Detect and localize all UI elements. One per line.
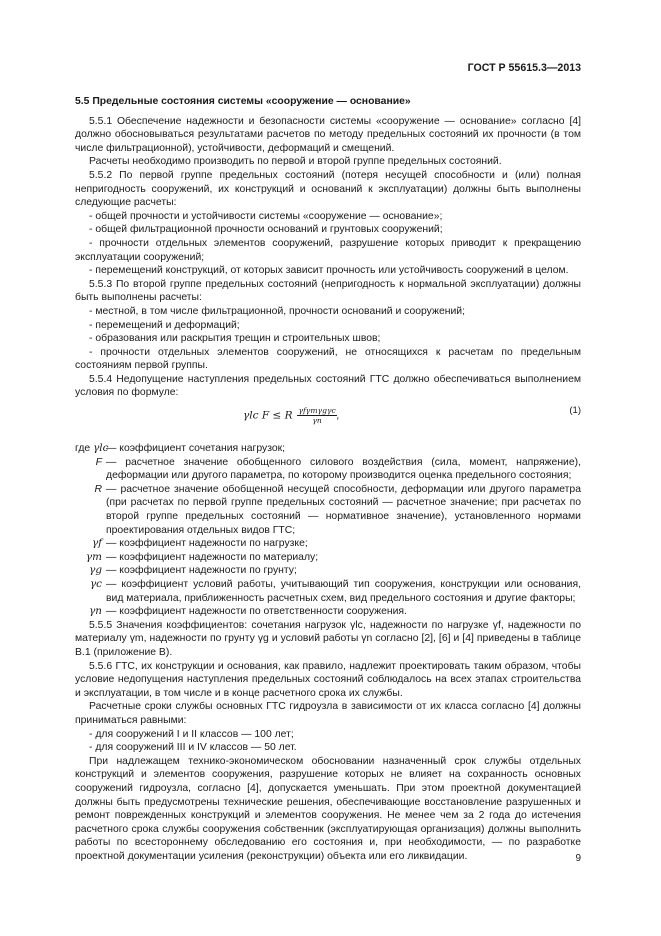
list-item: - прочности отдельных элементов сооружений, не относящихся к расчетам по предельным состояниям первой группы.: [75, 346, 581, 372]
definition-symbol: γm: [85, 550, 102, 563]
definition-symbol: γlc: [93, 442, 109, 455]
formula-fraction: [297, 406, 336, 425]
list-item: - местной, в том числе фильтрационной, прочности оснований и сооружений;: [89, 305, 465, 317]
definition-item: [75, 456, 581, 483]
definition-text: — коэффициент надежности по грунту;: [106, 565, 297, 577]
formula-number: (1): [569, 405, 581, 417]
definition-item: [75, 551, 581, 565]
standard-header: ГОСТ Р 55615.3—2013: [467, 62, 581, 74]
definition-symbol: γf: [91, 537, 102, 550]
paragraph-5-5-3: 5.5.3 По второй группе предельных состояний (непригодность к нормальной эксплуатации) должны быть выполнены расчеты:: [75, 278, 581, 304]
page-number: 9: [575, 853, 581, 864]
definition-text: — коэффициент условий работы, учитывающий тип сооружения, конструкции или основания, вид материала, приближенность расчетных схем, вид предельного состояния и другие факторы;: [106, 579, 581, 604]
paragraph-5-5-6-c: При надлежащем технико-экономическом обосновании назначенный срок службы отдельных конструкций и элементов сооружения, разрушение которых не влияет на сохранность основных сооружений гидроузла, согласно [4], допускается уменьшать. При этом проектной документацией должны быть предусмотрены технические решения, обеспечивающие восстановление разрушенных и ремонт поврежденных конструкций и элементов сооружения. Не менее чем за 2 года до истечения расчетного срока службы сооружения собственник (эксплуатирующая организация) должны выполнить работы по всестороннему обследованию его состояния и, при необходимости, — по разработке проектной документации усиления (реконструкции) объекта или его ликвидации.: [75, 755, 581, 862]
definition-symbol: γg: [89, 564, 102, 577]
definition-text: — коэффициент надежности по нагрузке;: [106, 538, 308, 550]
where-label: [75, 442, 108, 456]
paragraph-5-5-5: 5.5.5 Значения коэффициентов: сочетания нагрузок γlc, надежности по нагрузке γf, надежности по материалу γm, надежности по грунту γg и условий работы γn согласно [2], [6] и [4] приведены в таблице В.1 (приложение В).: [75, 619, 581, 658]
list-item: - перемещений и деформаций;: [89, 319, 240, 331]
list-item: - для сооружений I и II классов — 100 лет;: [89, 728, 294, 740]
formula-denominator: γn: [312, 416, 322, 426]
definition-symbol: γn: [89, 605, 102, 618]
definition-text: — коэффициент надежности по материалу;: [106, 551, 319, 563]
section-title: 5.5 Предельные состояния системы «сооружение — основание»: [75, 96, 411, 107]
list-item: - для сооружений III и IV классов — 50 лет.: [89, 742, 297, 754]
definition-text: — расчетное значение обобщенной несущей способности, деформации или другого параметра (при расчетах по первой группе предельных состояний — расчетное значение; при расчетах по второй группе предельных состояний — нормативное значение), установленного нормами проектирования отдельных видов ГТС;: [106, 483, 581, 536]
paragraph-5-5-1: 5.5.1 Обеспечение надежности и безопасности системы «сооружение — основание» согласно [4] должно обосновываться результатами расчетов по методу предельных состояний их прочности (в том числе фильтрационной), устойчивости, деформаций и смещений.: [75, 115, 581, 154]
list-item: - общей фильтрационной прочности оснований и грунтовых сооружений;: [89, 224, 443, 236]
paragraph-5-5-2: 5.5.2 По первой группе предельных состояний (потеря несущей способности и (или) полная непригодность сооружений, их конструкций и оснований к эксплуатации) должны быть выполнены следующие расчеты:: [75, 169, 581, 209]
formula-lhs: γlc F ≤ R: [243, 409, 293, 422]
formula-1: [75, 402, 581, 438]
definition-item: [75, 537, 581, 551]
definition-item: [75, 605, 581, 619]
paragraph-5-5-4: 5.5.4 Недопущение наступления предельных состояний ГТС должно обеспечиваться выполнением условия по формуле:: [75, 373, 581, 399]
paragraph-5-5-6-b: Расчетные сроки службы основных ГТС гидроузла в зависимости от их класса согласно [4] должны приниматься равными:: [75, 701, 581, 726]
list-item: - общей прочности и устойчивости системы «сооружение — основание»;: [89, 210, 443, 222]
list-item: - образования или раскрытия трещин и строительных швов;: [89, 333, 381, 345]
definition-item: [75, 483, 581, 537]
where-word: где: [75, 443, 91, 455]
list-item: - прочности отдельных элементов сооружений, разрушение которых приводит к прекращению эксплуатации сооружений;: [75, 237, 581, 263]
page-content: [75, 95, 581, 863]
definition-item: [75, 578, 581, 605]
formula-comma: ,: [336, 409, 340, 422]
list-item: - перемещений конструкций, от которых зависит прочность или устойчивость сооружений в целом.: [89, 265, 569, 277]
definition-symbol: γc: [89, 578, 102, 590]
definition-symbol: R: [94, 483, 102, 495]
definition-symbol: F: [95, 456, 102, 468]
formula-numerator: γfγmγgγc: [298, 406, 336, 416]
definition-list: [75, 442, 581, 619]
paragraph-5-5-6: 5.5.6 ГТС, их конструкции и основания, как правило, надлежит проектировать таким образом, чтобы условие недопущения наступления предельных состояний соблюдалось на всех этапах строительства и эксплуатации, в том числе и в конце расчетного срока их службы.: [75, 660, 581, 699]
definition-text: — расчетное значение обобщенного силового воздействия (сила, момент, напряжение), деформации или другого параметра, по которому производится оценка предельного состояния;: [106, 456, 581, 482]
paragraph-5-5-1-b: Расчеты необходимо производить по первой и второй группе предельных состояний.: [89, 156, 502, 168]
definition-item: [75, 564, 581, 578]
definition-item: [75, 442, 581, 456]
definition-text: — коэффициент сочетания нагрузок;: [106, 443, 286, 455]
formula-expression: [243, 406, 340, 425]
definition-text: — коэффициент надежности по ответственности сооружения.: [106, 606, 407, 618]
